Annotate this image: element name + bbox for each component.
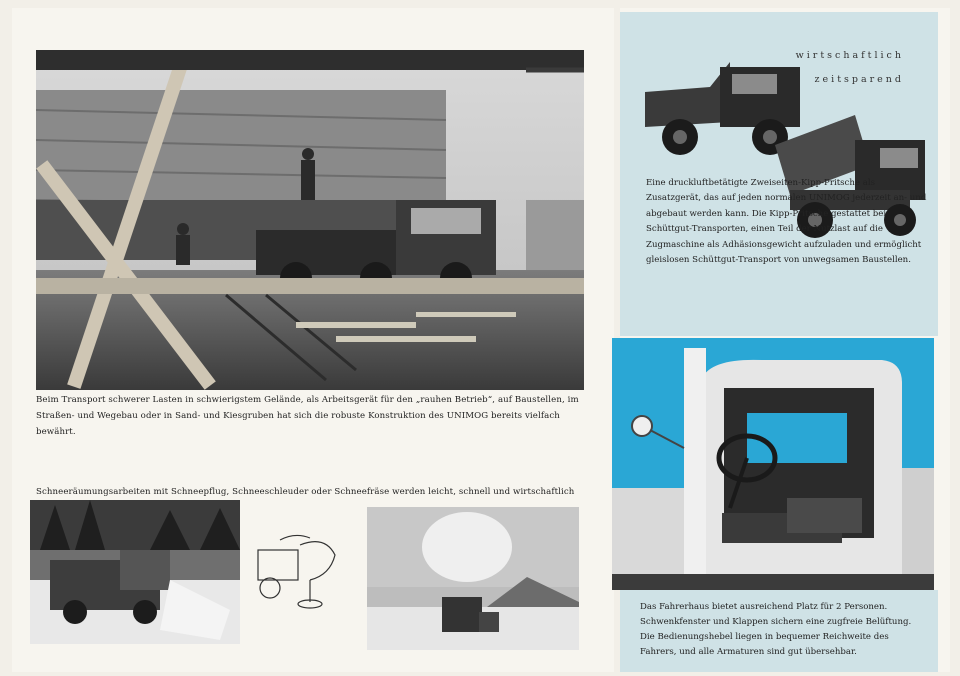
construction-caption: Beim Transport schwerer Lasten in schwierigstem Gelände, als Arbeitsgerät für den „rauhen Betrieb“, auf Baustellen, im Straßen- und Wegebau oder in Sand- und Kiesgruben hat sich die robuste Konstruktion des UNIMOG bereits vielfach bewährt. xyxy=(36,395,579,437)
snow-blower-sketch xyxy=(250,530,350,610)
cab-interior-photo xyxy=(612,338,934,590)
snow-plow-photo xyxy=(30,500,240,644)
tipper-caption: Eine druckluftbetätigte Zweiseiten-Kipp-Pritsche als Zusatzgerät, das auf jeden normalen UNIMOG jederzeit an- und abgebaut werden kann. Die Kipp-Pritsche gestattet bei Schüttgut-Transporten, einen Teil der Nutzlast auf die Zugmaschine als Adhäsionsgewicht aufzuladen und ermöglicht gleislosen Schüttgut-Transport von unwegsamen Baustellen. xyxy=(646,178,927,266)
tagline-economical: wirtschaftlich xyxy=(795,50,904,61)
construction-site-photo xyxy=(36,50,584,390)
snow-clearing-caption: Schneeräumungsarbeiten mit Schneepflug, Schneeschleuder oder Schneefräse werden leicht, schnell und wirtschaftlich xyxy=(36,487,575,497)
snow-blower-photo xyxy=(367,507,579,650)
cab-caption: Das Fahrerhaus bietet ausreichend Platz für 2 Personen. Schwenkfenster und Klappen sichern eine zugfreie Belüftung. Die Bedienungshebel liegen in bequemer Reichweite des Fahrers, und alle Armaturen sind gut übersehbar. xyxy=(640,602,912,657)
tagline-time-saving: zeitsparend xyxy=(814,74,904,85)
